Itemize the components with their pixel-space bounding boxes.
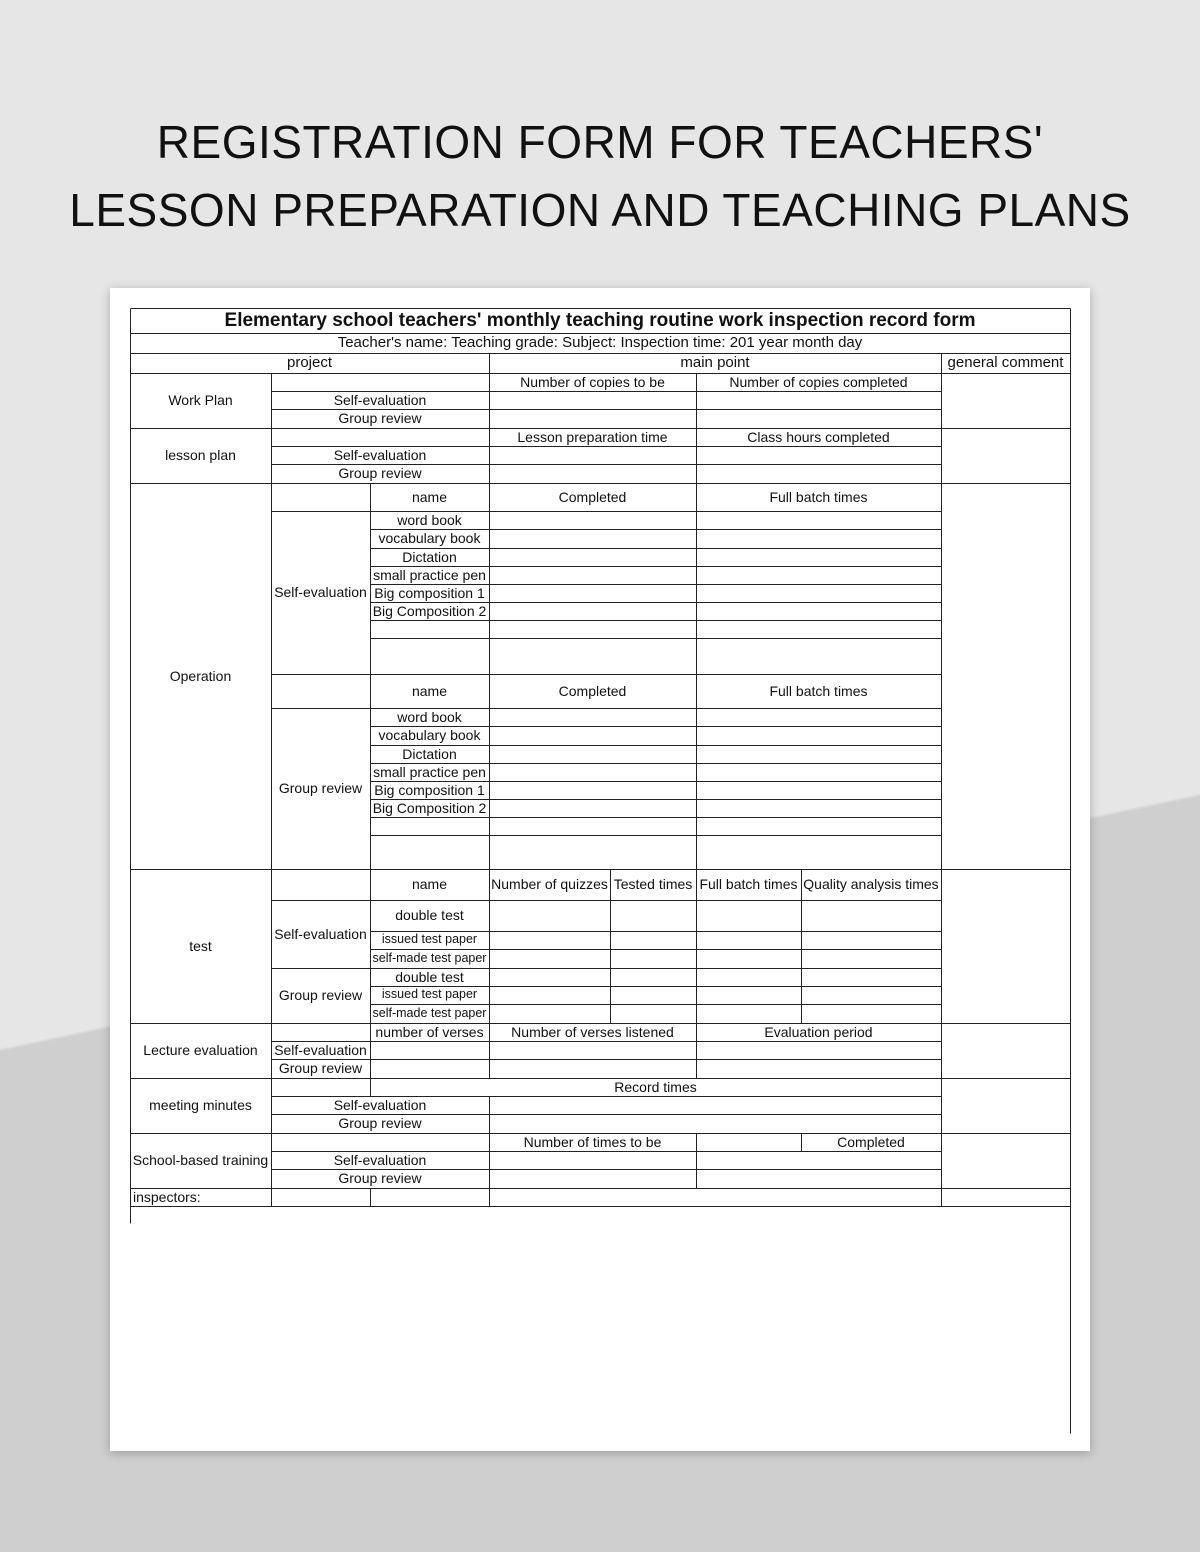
test-header-tested-times: Tested times xyxy=(613,876,693,893)
lecture-group-review: Group review xyxy=(278,1060,363,1077)
header-project: project xyxy=(286,354,333,372)
operation-self-item-dictation: Dictation xyxy=(402,548,457,565)
operation-group-item-dictation: Dictation xyxy=(402,745,457,762)
header-general-comment: general comment xyxy=(947,354,1064,372)
meeting-self-evaluation: Self-evaluation xyxy=(333,1096,427,1113)
work-plan-label: Work Plan xyxy=(168,392,233,409)
lecture-self-evaluation: Self-evaluation xyxy=(274,1041,367,1058)
test-group-double-test: double test xyxy=(395,968,464,985)
operation-group-item-big-composition-1: Big composition 1 xyxy=(374,781,485,798)
meeting-label: meeting minutes xyxy=(149,1097,252,1114)
lecture-header-verses-listened: Number of verses listened xyxy=(511,1023,674,1040)
test-label: test xyxy=(189,937,212,954)
lesson-plan-header-hours-completed: Class hours completed xyxy=(747,428,890,445)
page-title-line-2: LESSON PREPARATION AND TEACHING PLANS xyxy=(69,184,1131,236)
operation-group-header-full-batch: Full batch times xyxy=(769,682,868,699)
operation-self-item-big-composition-2: Big Composition 2 xyxy=(372,602,487,619)
header-main-point: main point xyxy=(680,354,750,372)
operation-self-header-full-batch: Full batch times xyxy=(769,488,868,505)
test-header-quality: Quality analysis times xyxy=(803,876,939,893)
operation-label: Operation xyxy=(169,667,232,684)
test-group-review: Group review xyxy=(278,987,363,1004)
operation-group-item-small-practice-pen: small practice pen xyxy=(373,763,486,780)
operation-self-header-completed: Completed xyxy=(558,488,627,505)
operation-group-item-word-book: word book xyxy=(397,708,462,725)
test-self-issued-test-paper: issued test paper xyxy=(381,932,478,947)
training-header-completed: Completed xyxy=(837,1133,905,1150)
form-info-line: Teacher's name: Teaching grade: Subject: Inspection time: 201 year month day xyxy=(337,334,863,352)
lecture-header-verses: number of verses xyxy=(375,1023,484,1040)
lesson-plan-label: lesson plan xyxy=(165,447,236,464)
lesson-plan-group-review: Group review xyxy=(338,465,422,482)
test-group-self-made-test-paper: self-made test paper xyxy=(372,1005,487,1020)
test-header-full-batch: Full batch times xyxy=(699,876,798,893)
page-title xyxy=(0,108,1200,244)
operation-self-item-word-book: word book xyxy=(397,511,462,528)
lesson-plan-self-evaluation: Self-evaluation xyxy=(333,446,427,463)
training-group-review: Group review xyxy=(338,1170,422,1187)
operation-group-review: Group review xyxy=(278,780,363,797)
test-self-evaluation: Self-evaluation xyxy=(274,925,367,942)
work-plan-self-evaluation: Self-evaluation xyxy=(333,391,427,408)
test-self-made-test-paper: self-made test paper xyxy=(372,950,487,965)
operation-group-item-vocabulary-book: vocabulary book xyxy=(378,727,481,744)
operation-self-item-big-composition-1: Big composition 1 xyxy=(374,584,485,601)
training-self-evaluation: Self-evaluation xyxy=(333,1151,427,1168)
operation-self-header-name: name xyxy=(411,488,448,505)
work-plan-header-copies-completed: Number of copies completed xyxy=(729,373,908,390)
operation-self-item-vocabulary-book: vocabulary book xyxy=(378,530,481,547)
operation-self-item-small-practice-pen: small practice pen xyxy=(373,566,486,583)
operation-group-header-completed: Completed xyxy=(558,682,627,699)
form-heading: Elementary school teachers' monthly teaching routine work inspection record form xyxy=(224,309,976,331)
lesson-plan-header-preparation-time: Lesson preparation time xyxy=(517,428,668,445)
form-sheet xyxy=(110,288,1090,1451)
test-group-issued-test-paper: issued test paper xyxy=(381,987,478,1002)
operation-self-evaluation: Self-evaluation xyxy=(274,584,367,601)
meeting-header-record-times: Record times xyxy=(614,1078,697,1095)
test-header-name: name xyxy=(411,876,448,893)
test-self-double-test: double test xyxy=(395,907,464,924)
work-plan-header-copies-to-be: Number of copies to be xyxy=(520,373,665,390)
lecture-label: Lecture evaluation xyxy=(143,1042,258,1059)
meeting-group-review: Group review xyxy=(338,1115,422,1132)
operation-group-header-name: name xyxy=(411,682,448,699)
training-header-times-to-be: Number of times to be xyxy=(523,1133,662,1150)
lecture-header-evaluation-period: Evaluation period xyxy=(764,1023,873,1040)
operation-group-item-big-composition-2: Big Composition 2 xyxy=(372,799,487,816)
page-title-line-1: REGISTRATION FORM FOR TEACHERS' xyxy=(156,116,1044,168)
inspectors-label: inspectors: xyxy=(133,1188,201,1205)
test-header-quizzes: Number of quizzes xyxy=(491,876,608,893)
training-label: School-based training xyxy=(132,1152,269,1169)
work-plan-group-review: Group review xyxy=(338,410,422,427)
